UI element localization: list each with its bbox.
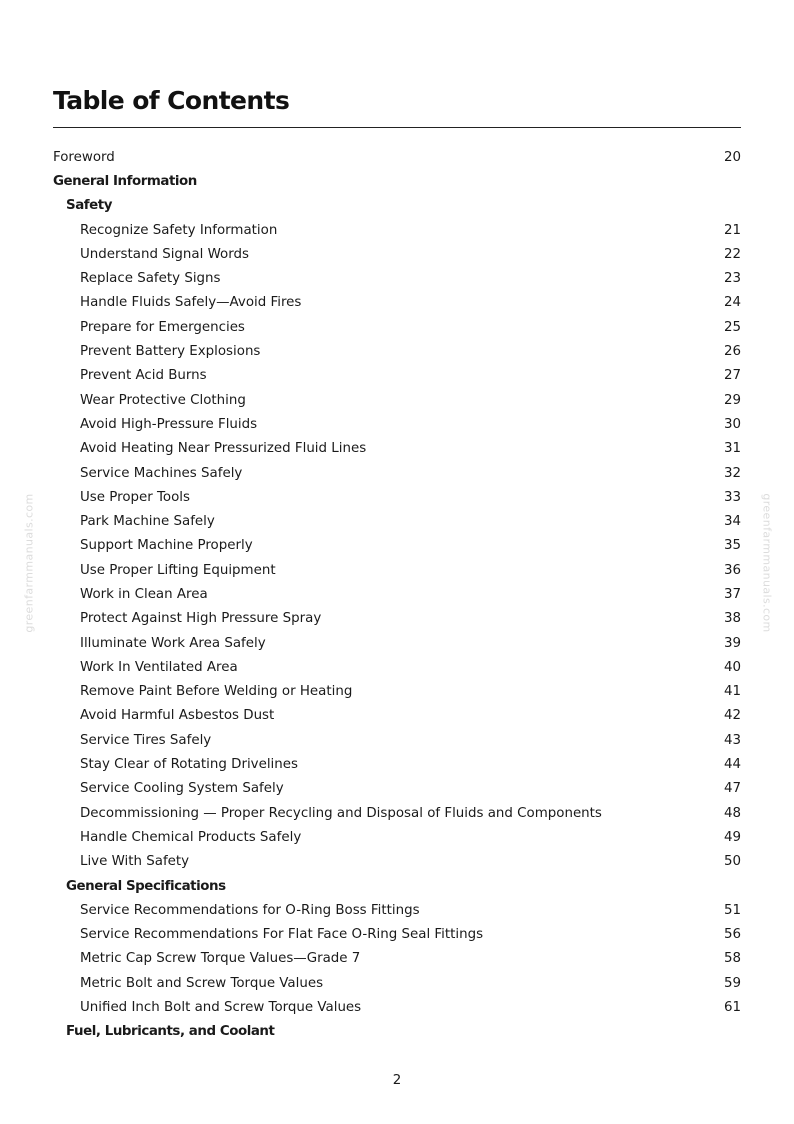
toc-entry-page: 49 [723, 829, 741, 845]
toc-entry-label: Recognize Safety Information [80, 222, 278, 238]
toc-entry-page: 44 [723, 757, 741, 773]
toc-entry-label: Stay Clear of Rotating Drivelines [80, 757, 298, 773]
toc-entry-label: Metric Bolt and Screw Torque Values [80, 975, 324, 991]
toc-entry-label: Safety [66, 198, 113, 214]
toc-entry-page: 30 [723, 416, 741, 432]
toc-entry-label: Replace Safety Signs [80, 271, 221, 287]
toc-entry[interactable] [53, 582, 741, 606]
toc-entry[interactable] [53, 364, 741, 388]
toc-entry-label: Illuminate Work Area Safely [80, 635, 266, 651]
toc-list [53, 145, 741, 1044]
toc-entry-label: Service Tires Safely [80, 732, 212, 748]
toc-entry-label: Unified Inch Bolt and Screw Torque Values [80, 1000, 362, 1016]
toc-entry[interactable] [53, 266, 741, 290]
toc-entry-label: Service Cooling System Safely [80, 781, 284, 797]
toc-entry-label: Protect Against High Pressure Spray [80, 611, 322, 627]
toc-entry[interactable] [53, 752, 741, 776]
toc-entry-page: 33 [723, 489, 741, 505]
toc-entry-page: 42 [723, 708, 741, 724]
page-number: 2 [392, 1073, 402, 1088]
toc-entry-label: Avoid High-Pressure Fluids [80, 416, 258, 432]
toc-entry-label: Prevent Acid Burns [80, 368, 207, 384]
toc-entry-page: 43 [723, 732, 741, 748]
toc-entry[interactable] [53, 509, 741, 533]
watermark-text: greenfarmmanuals.com [22, 493, 36, 633]
toc-entry[interactable] [53, 777, 741, 801]
toc-entry-page: 56 [723, 927, 741, 943]
toc-entry[interactable] [53, 680, 741, 704]
toc-entry-page: 36 [723, 562, 741, 578]
toc-entry-label: Support Machine Properly [80, 538, 253, 554]
toc-entry-page: 37 [723, 586, 741, 602]
toc-entry-page: 29 [723, 392, 741, 408]
toc-entry-label: Prepare for Emergencies [80, 319, 245, 335]
toc-entry-label: Handle Chemical Products Safely [80, 829, 302, 845]
toc-entry-label: Work in Clean Area [80, 586, 208, 602]
toc-entry-label: Work In Ventilated Area [80, 659, 238, 675]
toc-entry-page: 31 [723, 441, 741, 457]
toc-entry-label: Avoid Harmful Asbestos Dust [80, 708, 275, 724]
toc-entry[interactable] [53, 218, 741, 242]
toc-entry[interactable] [53, 947, 741, 971]
toc-entry-label: Fuel, Lubricants, and Coolant [66, 1024, 275, 1040]
toc-entry[interactable] [53, 923, 741, 947]
toc-entry[interactable] [53, 825, 741, 849]
toc-entry[interactable] [53, 655, 741, 679]
toc-entry[interactable] [53, 461, 741, 485]
title-divider [53, 127, 741, 128]
toc-entry-label: Prevent Battery Explosions [80, 344, 261, 360]
toc-entry-page: 38 [723, 611, 741, 627]
toc-entry-label: Service Recommendations For Flat Face O-Ring Seal Fittings [80, 927, 484, 943]
toc-entry-page: 34 [723, 514, 741, 530]
toc-section-heading [53, 1020, 741, 1044]
page-title: Table of Contents [53, 86, 290, 115]
toc-entry[interactable] [53, 558, 741, 582]
toc-entry-label: Avoid Heating Near Pressurized Fluid Lines [80, 441, 367, 457]
toc-entry-page: 40 [723, 659, 741, 675]
toc-section-heading [53, 169, 741, 193]
toc-entry[interactable] [53, 242, 741, 266]
toc-entry-label: Wear Protective Clothing [80, 392, 246, 408]
toc-entry[interactable] [53, 898, 741, 922]
toc-entry-page: 58 [723, 951, 741, 967]
toc-entry-page: 23 [723, 271, 741, 287]
toc-entry[interactable] [53, 145, 741, 169]
toc-entry[interactable] [53, 607, 741, 631]
toc-entry[interactable] [53, 971, 741, 995]
watermark-text: greenfarmmanuals.com [760, 493, 774, 633]
toc-entry-label: Use Proper Lifting Equipment [80, 562, 276, 578]
toc-entry[interactable] [53, 315, 741, 339]
toc-entry[interactable] [53, 728, 741, 752]
toc-entry-label: Handle Fluids Safely—Avoid Fires [80, 295, 302, 311]
toc-entry-label: Understand Signal Words [80, 246, 249, 262]
toc-entry-label: General Information [53, 173, 197, 189]
toc-entry[interactable] [53, 291, 741, 315]
toc-entry[interactable] [53, 850, 741, 874]
toc-entry-page: 24 [723, 295, 741, 311]
toc-entry-page: 39 [723, 635, 741, 651]
toc-entry-page: 22 [723, 246, 741, 262]
toc-entry[interactable] [53, 995, 741, 1019]
toc-entry[interactable] [53, 412, 741, 436]
toc-entry-page: 25 [723, 319, 741, 335]
toc-entry-page: 27 [723, 368, 741, 384]
toc-entry-label: Service Recommendations for O-Ring Boss Fittings [80, 902, 420, 918]
toc-entry-label: Metric Cap Screw Torque Values—Grade 7 [80, 951, 361, 967]
toc-entry-page: 26 [723, 344, 741, 360]
toc-entry-page: 50 [723, 854, 741, 870]
toc-entry[interactable] [53, 437, 741, 461]
toc-entry[interactable] [53, 339, 741, 363]
toc-entry[interactable] [53, 534, 741, 558]
toc-entry[interactable] [53, 801, 741, 825]
toc-entry-page: 21 [723, 222, 741, 238]
toc-entry-label: Service Machines Safely [80, 465, 243, 481]
toc-entry-page: 41 [723, 684, 741, 700]
toc-entry-label: Remove Paint Before Welding or Heating [80, 684, 353, 700]
toc-entry-page: 59 [723, 975, 741, 991]
toc-section-heading [53, 874, 741, 898]
toc-entry[interactable] [53, 704, 741, 728]
toc-entry-page: 47 [723, 781, 741, 797]
toc-entry-page: 48 [723, 805, 741, 821]
toc-entry-label: Use Proper Tools [80, 489, 191, 505]
toc-entry-page: 20 [723, 149, 741, 165]
toc-entry[interactable] [53, 485, 741, 509]
toc-entry-page: 35 [723, 538, 741, 554]
toc-entry-label: Decommissioning — Proper Recycling and Disposal of Fluids and Components [80, 805, 602, 821]
toc-entry-label: Foreword [53, 149, 115, 165]
toc-entry-page: 61 [723, 1000, 741, 1016]
toc-section-heading [53, 194, 741, 218]
toc-entry-label: Park Machine Safely [80, 514, 215, 530]
toc-entry-label: Live With Safety [80, 854, 190, 870]
toc-entry-page: 51 [723, 902, 741, 918]
toc-entry[interactable] [53, 631, 741, 655]
toc-entry-label: General Specifications [66, 878, 226, 894]
toc-entry-page: 32 [723, 465, 741, 481]
toc-entry[interactable] [53, 388, 741, 412]
